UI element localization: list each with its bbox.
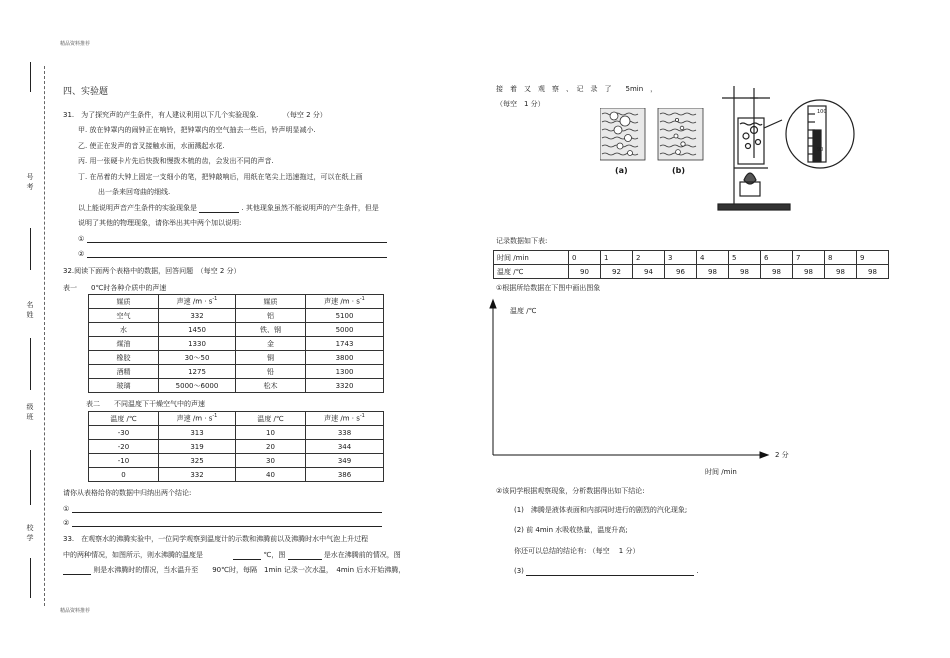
margin-label-name: 名姓 (26, 301, 34, 319)
sound-speed-table-1 (88, 294, 384, 393)
q33-during-boiling-blank[interactable] (63, 566, 91, 575)
graph-score: 2 分 (775, 451, 789, 459)
temperature-cell: 96 (665, 265, 697, 279)
q33-continuation-line1: 接 着 又 观 察 、 记 录 了 5min ， (496, 85, 658, 93)
q31-item-jia: 甲. 放在钟罩内的闹钟正在响铃，把钟罩内的空气抽去一些后，铃声明显减小. (78, 126, 316, 134)
q32-blank-row-1 (63, 504, 382, 513)
table-cell: 金 (236, 337, 306, 351)
table-row (89, 323, 384, 337)
table-cell: 松木 (236, 379, 306, 393)
margin-line (30, 228, 31, 270)
temperature-cell: 98 (697, 265, 729, 279)
table-cell: 5000～6000 (159, 379, 236, 393)
q33-line2-text-a: 中的两种情况，如图所示，则水沸腾的温度是 (63, 551, 203, 559)
table-cell: 铜 (236, 351, 306, 365)
q31-answer-blank[interactable] (199, 204, 239, 213)
boiling-apparatus-drawing (712, 84, 857, 214)
graph-y-axis-label: 温度 /℃ (510, 307, 537, 315)
table-cell: 煤油 (89, 337, 159, 351)
temperature-cell: 98 (825, 265, 857, 279)
table-cell: 酒精 (89, 365, 159, 379)
table-cell: -30 (89, 426, 159, 440)
q33-line2 (63, 550, 401, 560)
q31-conclusion-line2: 说明了其他的物理现象，请你举出其中两个加以说明: (78, 219, 242, 227)
table-cell: 332 (159, 468, 236, 482)
time-row-label: 时间 /min (494, 251, 569, 265)
table-row (89, 365, 384, 379)
q33-line2-text-b: ℃，图 (263, 551, 286, 559)
table-cell: 5100 (306, 309, 384, 323)
q33-line3 (63, 565, 405, 575)
temperature-time-axes (485, 298, 770, 463)
time-row (494, 251, 889, 265)
analysis-conclusion-2: (2) 前 4min 水吸收热量，温度升高; (514, 526, 628, 534)
table-cell: 铁、钢 (236, 323, 306, 337)
analysis-conclusion-3-prompt: 你还可以总结的结论有: （每空 1 分） (514, 547, 640, 555)
table-cell: 水 (89, 323, 159, 337)
time-cell: 7 (793, 251, 825, 265)
table-cell: 40 (236, 468, 306, 482)
q31-blank-row-1 (78, 234, 387, 243)
table-row (89, 454, 384, 468)
temperature-row (494, 265, 889, 279)
table-cell: 1330 (159, 337, 236, 351)
footer-watermark: 精品资料推荐 (60, 608, 91, 614)
temperature-cell: 98 (857, 265, 889, 279)
analysis-conclusion-1: (1) 沸腾是液体表面和内部同时进行的剧烈的汽化现象; (514, 506, 688, 514)
q32-answer-line-1[interactable] (72, 504, 382, 513)
q31-answer-line-1[interactable] (87, 234, 387, 243)
thermometer-scale-mid: 90 (817, 147, 824, 153)
record-title: 记录数据如下表: (496, 237, 548, 245)
time-cell: 3 (665, 251, 697, 265)
margin-label-class: 级班 (26, 403, 34, 421)
q31-conclusion-line1 (78, 203, 379, 213)
temperature-cell: 92 (601, 265, 633, 279)
boiling-record-table (493, 250, 889, 279)
table-cell: 338 (306, 426, 384, 440)
q31-item-yi: 乙. 使正在发声的音叉接触水面，水面溅起水花. (78, 142, 225, 150)
sound-speed-table-2 (88, 411, 384, 482)
margin-line (30, 62, 31, 92)
table-cell: -10 (89, 454, 159, 468)
table-header-cell: 声速 $/m \cdot s^{-1}$ (159, 412, 236, 426)
table-header-row (89, 412, 384, 426)
time-cell: 8 (825, 251, 857, 265)
table-header-cell: 温度 /℃ (236, 412, 306, 426)
table-header-cell: 声速 $/m \cdot s^{-1}$ (159, 295, 236, 309)
q33-line1: 33. 在观察水的沸腾实验中，一位同学观察到温度计的示数和沸腾前以及沸腾时水中气泡上升过程 (63, 535, 369, 543)
q31-stem: 31. 为了探究声的产生条件，有人建议利用以下几个实验现象. （每空 2 分） (63, 111, 327, 119)
q32-stem: 32.阅读下面两个表格中的数据，回答问题 （每空 2 分） (63, 267, 241, 275)
header-watermark: 精品资料推荐 (60, 41, 91, 47)
margin-line (30, 558, 31, 598)
table-cell: 10 (236, 426, 306, 440)
table-cell: 325 (159, 454, 236, 468)
table-cell: 1450 (159, 323, 236, 337)
thermometer-scale-top: 100 (817, 109, 827, 115)
graph-x-axis-label: 时间 /min (705, 468, 737, 476)
bubble-figure-drawing (600, 108, 710, 163)
temperature-cell: 90 (569, 265, 601, 279)
table-cell: 332 (159, 309, 236, 323)
time-cell: 1 (601, 251, 633, 265)
time-cell: 5 (729, 251, 761, 265)
table-cell: 铅 (236, 365, 306, 379)
margin-label-exam-number: 号考 (26, 173, 34, 191)
table2-title: 表二 不同温度下干燥空气中的声速 (86, 400, 205, 408)
table-header-cell: 媒质 (89, 295, 159, 309)
q33-line3-text: 则是水沸腾时的情况，当水温升至 90℃时，每隔 1min 记录一次水温， 4min 后水开始沸腾， (93, 566, 406, 574)
table-cell: 319 (159, 440, 236, 454)
table-cell: 1300 (306, 365, 384, 379)
q33-continuation-line2: （每空 1 分） (496, 100, 545, 108)
time-cell: 4 (697, 251, 729, 265)
table-cell: 玻璃 (89, 379, 159, 393)
section-title: 四、实验题 (63, 87, 109, 97)
table-cell: 349 (306, 454, 384, 468)
q32-blank-number-2: ② (63, 519, 70, 527)
margin-line (30, 338, 31, 390)
margin-label-school: 校学 (26, 524, 34, 542)
table-cell: 3320 (306, 379, 384, 393)
table-cell: 空气 (89, 309, 159, 323)
table-row (89, 309, 384, 323)
table-header-row (89, 295, 384, 309)
q32-answer-line-2[interactable] (72, 518, 382, 527)
table-header-cell: 媒质 (236, 295, 306, 309)
margin-line (30, 450, 31, 505)
table-cell: 30 (236, 454, 306, 468)
analysis-line-end: . (696, 567, 699, 575)
q31-answer-line-2[interactable] (87, 249, 387, 258)
time-cell: 2 (633, 251, 665, 265)
table-cell: 铝 (236, 309, 306, 323)
table-cell: -20 (89, 440, 159, 454)
table-cell: 386 (306, 468, 384, 482)
table-cell: 橡胶 (89, 351, 159, 365)
table-cell: 30～50 (159, 351, 236, 365)
q31-item-ding-line2: 出一条来回弯曲的细线. (98, 188, 171, 196)
table-row (89, 440, 384, 454)
table-cell: 20 (236, 440, 306, 454)
table-cell: 5000 (306, 323, 384, 337)
q33-boiling-temp-blank[interactable] (233, 551, 261, 560)
time-cell: 6 (761, 251, 793, 265)
table-row (89, 426, 384, 440)
analysis-intro: ②该同学根据观察现象，分析数据得出如下结论: (496, 487, 645, 495)
table-cell: 3800 (306, 351, 384, 365)
table-row (89, 337, 384, 351)
temperature-cell: 98 (793, 265, 825, 279)
q31-blank-row-2 (78, 249, 387, 258)
table-header-cell: 声速 $/m \cdot s^{-1}$ (306, 412, 384, 426)
table-cell: 1743 (306, 337, 384, 351)
table-row (89, 351, 384, 365)
q31-item-ding-line1: 丁. 在吊着的大钟上固定一支细小的笔，把钟敲响后，用纸在笔尖上迅速拖过，可以在纸上画 (78, 173, 363, 181)
time-cell: 0 (569, 251, 601, 265)
table-cell: 313 (159, 426, 236, 440)
q32-blank-number-1: ① (63, 505, 70, 513)
temperature-cell: 94 (633, 265, 665, 279)
table-row (89, 468, 384, 482)
table-cell: 0 (89, 468, 159, 482)
table-cell: 1275 (159, 365, 236, 379)
q33-line2-text-c: 是水在沸腾前的情况，图 (323, 551, 401, 559)
binding-cut-line (44, 66, 45, 606)
table-cell: 344 (306, 440, 384, 454)
q31-item-bing: 丙. 用一张硬卡片先后快拨和慢拨木梳的齿，会发出不同的声音. (78, 157, 274, 165)
temperature-cell: 98 (761, 265, 793, 279)
analysis-conclusion-3-row (514, 567, 699, 576)
q31-blank-number-1: ① (78, 235, 85, 243)
analysis-answer-line[interactable] (526, 567, 694, 576)
q33-before-boiling-blank[interactable] (288, 551, 322, 560)
q31-conclusion-text-a: 以上能说明声音产生条件的实验现象是 (78, 204, 197, 212)
q31-blank-number-2: ② (78, 250, 85, 258)
table-header-cell: 温度 /℃ (89, 412, 159, 426)
analysis-blank-number: (3) (514, 567, 524, 575)
graph-instruction: ①根据所给数据在下图中画出图象 (496, 284, 601, 292)
time-cell: 9 (857, 251, 889, 265)
figure-label-a: (a) (615, 166, 628, 175)
q32-prompt: 请你从表格给你的数据中归纳出两个结论: (63, 489, 192, 497)
table-header-cell: 声速 $/m \cdot s^{-1}$ (306, 295, 384, 309)
figure-label-b: (b) (672, 166, 686, 175)
temperature-row-label: 温度 /℃ (494, 265, 569, 279)
temperature-cell: 98 (729, 265, 761, 279)
table1-title: 表一 0℃时各种介质中的声速 (63, 284, 167, 292)
q31-conclusion-text-b: . 其他现象虽然不能说明声的产生条件，但是 (241, 204, 379, 212)
table-row (89, 379, 384, 393)
q32-blank-row-2 (63, 518, 382, 527)
